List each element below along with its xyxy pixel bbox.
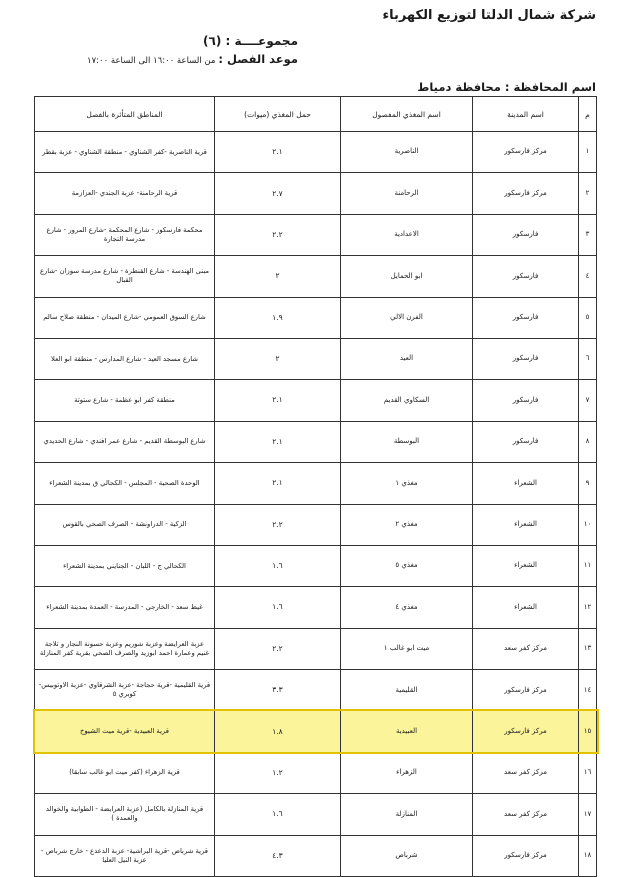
- cell-load: ٢: [215, 256, 341, 297]
- company-name: شركة شمال الدلتا لتوزيع الكهرباء: [382, 8, 596, 23]
- cell-city: فارسكور: [473, 214, 579, 255]
- cell-num: ١١: [579, 545, 597, 586]
- cell-num: ١٨: [579, 835, 597, 876]
- cell-areas: قرية المنازلة بالكامل (عزبة العرايضة - الطوابية والخوالد والعمدة ): [35, 794, 215, 835]
- cell-city: مركز فارسكور: [473, 132, 579, 173]
- table-row: [35, 752, 597, 793]
- cell-load: ١.٢: [215, 752, 341, 793]
- cell-load: ١.٨: [215, 711, 341, 752]
- cutoff-time: [87, 52, 298, 66]
- cell-feeder: ميت ابو غالب ١: [341, 628, 473, 669]
- cell-areas: شارع مسجد العيد - شارع المدارس - منطقة ابو العلا: [35, 338, 215, 379]
- table-row: [35, 670, 597, 711]
- group-number: مجموعــــة : (٦): [203, 34, 298, 48]
- cell-city: فارسكور: [473, 380, 579, 421]
- cell-feeder: الزهراء: [341, 752, 473, 793]
- table-row: [35, 338, 597, 379]
- cell-areas: غيط سعد - الخارجي - المدرسة - العمدة بمدينة الشعراء: [35, 587, 215, 628]
- cell-areas: قرية الرحامنة- عزبة الجندي -العزازمة: [35, 173, 215, 214]
- table-row: [35, 256, 597, 297]
- table-row: [35, 173, 597, 214]
- cell-feeder: العبيدية: [341, 711, 473, 752]
- outage-table-wrapper: [34, 96, 596, 877]
- table-row: [35, 794, 597, 835]
- cell-city: فارسكور: [473, 421, 579, 462]
- cell-areas: شارع البوسطة القديم - شارع عمر افندي - شارع الحديدي: [35, 421, 215, 462]
- cell-areas: قرية القليمية -قرية حجاجة -عزبة الشرقاوي -عزبة الاوتوبيس-كوبري ٥: [35, 670, 215, 711]
- table-row: [35, 545, 597, 586]
- table-header-row: [35, 97, 597, 132]
- cell-city: مركز كفر سعد: [473, 794, 579, 835]
- table-row: [35, 628, 597, 669]
- table-row-highlighted: [35, 711, 597, 752]
- cell-areas: الوحدة الصحية - المجلس - الكحالي ق بمدينة الشعراء: [35, 463, 215, 504]
- cell-num: ١٥: [579, 711, 597, 752]
- outage-table: [34, 96, 597, 877]
- cell-num: ١٣: [579, 628, 597, 669]
- cell-load: ٢.١: [215, 380, 341, 421]
- governorate-name: اسم المحافظة : محافظة دمياط: [417, 80, 596, 94]
- cell-num: ١٠: [579, 504, 597, 545]
- cell-areas: الزكية - الدراونشة - الصرف الصحي بالقوس: [35, 504, 215, 545]
- cell-areas: قرية الزهراء (كفر ميت ابو غالب سابقا): [35, 752, 215, 793]
- cell-areas: الكحالي ج - اللبان - الجنايني بمدينة الشعراء: [35, 545, 215, 586]
- cell-city: فارسكور: [473, 338, 579, 379]
- cell-city: الشعراء: [473, 587, 579, 628]
- header-num: م: [579, 97, 597, 132]
- table-row: [35, 504, 597, 545]
- cell-load: ٣.٣: [215, 670, 341, 711]
- cell-num: ١٦: [579, 752, 597, 793]
- cell-areas: مبنى الهندسة - شارع القنطرة - شارع مدرسة سوزان -شارع القبال: [35, 256, 215, 297]
- cell-city: مركز فارسكور: [473, 173, 579, 214]
- cell-city: مركز كفر سعد: [473, 628, 579, 669]
- table-row: [35, 297, 597, 338]
- cell-load: ١.٦: [215, 587, 341, 628]
- header-areas: المناطق المتأثرة بالفصل: [35, 97, 215, 132]
- cell-num: ١: [579, 132, 597, 173]
- cell-num: ٤: [579, 256, 597, 297]
- table-row: [35, 421, 597, 462]
- cell-areas: قرية شرباص -قرية البراشية- عزبة الدعدع - خارج شرباص - عزبة النيل العليا: [35, 835, 215, 876]
- cutoff-label: موعد الفصل :: [218, 52, 298, 66]
- cell-num: ٣: [579, 214, 597, 255]
- cell-feeder: البوسطة: [341, 421, 473, 462]
- cell-num: ٥: [579, 297, 597, 338]
- cell-feeder: مغذي ٢: [341, 504, 473, 545]
- cell-city: فارسكور: [473, 256, 579, 297]
- cell-num: ٢: [579, 173, 597, 214]
- cell-feeder: الفرن الالي: [341, 297, 473, 338]
- cell-load: ٢.٢: [215, 504, 341, 545]
- cell-feeder: السكاوي القديم: [341, 380, 473, 421]
- cell-feeder: مغذي ٥: [341, 545, 473, 586]
- cell-areas: محكمة فارسكور - شارع المحكمة -شارع المرور - شارع مدرسة التجارة: [35, 214, 215, 255]
- cell-city: فارسكور: [473, 297, 579, 338]
- cell-num: ١٤: [579, 670, 597, 711]
- cell-load: ٢.٢: [215, 214, 341, 255]
- cell-city: الشعراء: [473, 463, 579, 504]
- cell-city: الشعراء: [473, 545, 579, 586]
- table-row: [35, 132, 597, 173]
- header-feeder: اسم المغذي المفصول: [341, 97, 473, 132]
- cell-num: ٦: [579, 338, 597, 379]
- cutoff-value: من الساعة ١٦:٠٠ الى الساعة ١٧:٠٠: [87, 56, 216, 66]
- cell-load: ٢.١: [215, 463, 341, 504]
- cell-num: ١٢: [579, 587, 597, 628]
- cell-feeder: مغذي ٤: [341, 587, 473, 628]
- cell-feeder: العيد: [341, 338, 473, 379]
- table-row: [35, 214, 597, 255]
- table-row: [35, 587, 597, 628]
- cell-city: مركز فارسكور: [473, 711, 579, 752]
- table-body: [35, 132, 597, 877]
- header-city: اسم المدينة: [473, 97, 579, 132]
- cell-feeder: مغذي ١: [341, 463, 473, 504]
- cell-load: ١.٦: [215, 794, 341, 835]
- cell-feeder: الاعدادية: [341, 214, 473, 255]
- cell-areas: قرية العبيدية -قرية ميت الشيوخ: [35, 711, 215, 752]
- cell-feeder: الرحامنة: [341, 173, 473, 214]
- cell-num: ٩: [579, 463, 597, 504]
- cell-load: ٢.٢: [215, 628, 341, 669]
- cell-load: ٢.١: [215, 421, 341, 462]
- cell-num: ٨: [579, 421, 597, 462]
- table-row: [35, 835, 597, 876]
- cell-num: ١٧: [579, 794, 597, 835]
- cell-areas: شارع السوق العمومي -شارع الميدان - منطقة صلاح سالم: [35, 297, 215, 338]
- cell-num: ٧: [579, 380, 597, 421]
- cell-feeder: القليمية: [341, 670, 473, 711]
- cell-city: مركز كفر سعد: [473, 752, 579, 793]
- cell-areas: قرية الناصرية -كفر الشناوي - منطقة الشناوي - عزبة بقطر: [35, 132, 215, 173]
- cell-feeder: الناصرية: [341, 132, 473, 173]
- cell-feeder: ابو الحمايل: [341, 256, 473, 297]
- cell-load: ٢.٧: [215, 173, 341, 214]
- cell-load: ١.٦: [215, 545, 341, 586]
- cell-city: مركز فارسكور: [473, 835, 579, 876]
- cell-feeder: شرباص: [341, 835, 473, 876]
- cell-load: ١.٩: [215, 297, 341, 338]
- header-load: حمل المغذي (ميوات): [215, 97, 341, 132]
- cell-feeder: المنازلة: [341, 794, 473, 835]
- cell-load: ٢.١: [215, 132, 341, 173]
- cell-city: الشعراء: [473, 504, 579, 545]
- cell-city: مركز فارسكور: [473, 670, 579, 711]
- cell-load: ٤.٣: [215, 835, 341, 876]
- table-row: [35, 380, 597, 421]
- cell-areas: عزبة العرايضة وعزبة شوريم وعزبة حسونة النجار و تلاجة غنيم وعمارة احمد ابوزيد والصرف الصحي بقرية كفر المنازلة: [35, 628, 215, 669]
- table-row: [35, 463, 597, 504]
- cell-load: ٢: [215, 338, 341, 379]
- cell-areas: منطقة كفر ابو عظمة - شارع ستوتة: [35, 380, 215, 421]
